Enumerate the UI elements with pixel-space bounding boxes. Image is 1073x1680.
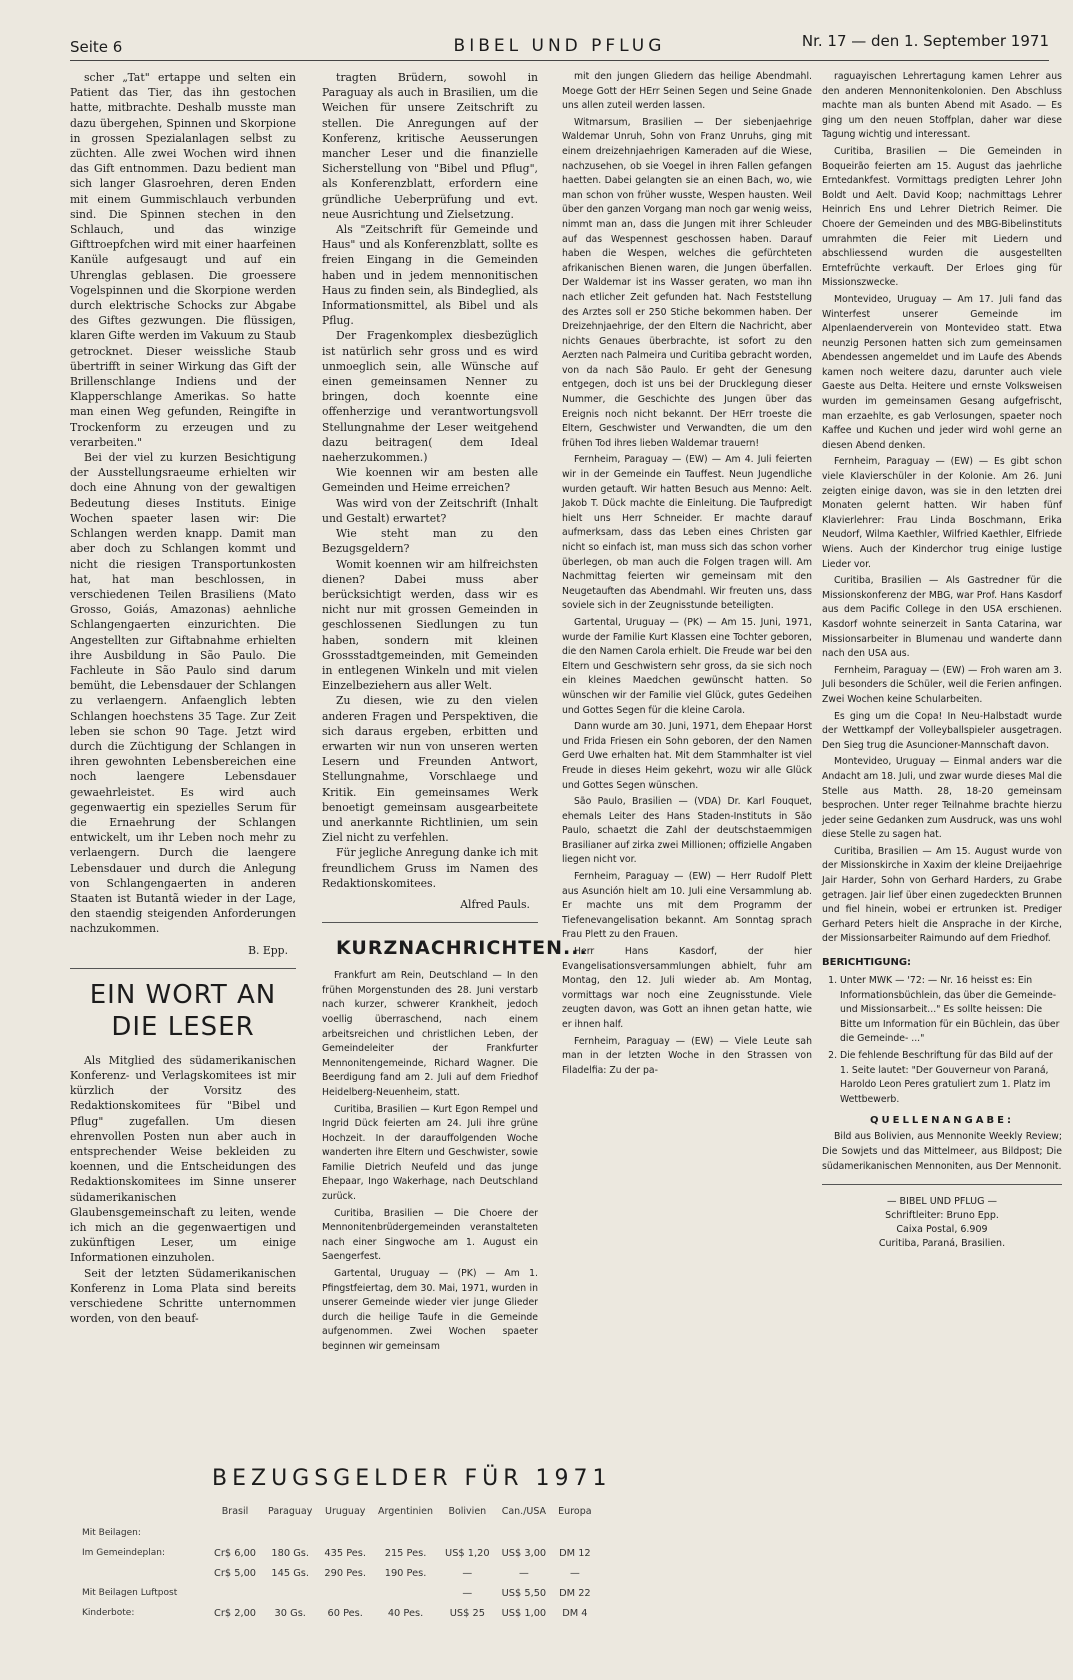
column-header: Argentinien (378, 1506, 434, 1517)
price-cell (262, 1583, 318, 1603)
news-list (562, 70, 812, 1078)
imprint (822, 1195, 1062, 1251)
price-cell (372, 1583, 439, 1603)
author-signature: B. Epp. (248, 943, 288, 957)
table-row (70, 1543, 598, 1563)
paragraph: Wie koennen wir am besten alle Gemeinden und Heime erreichen? (322, 466, 538, 495)
price-cell: — (462, 1567, 473, 1579)
price-cell: Cr$ 5,00 (214, 1567, 257, 1579)
paragraph: Womit koennen wir am hilfreichsten dienen? Dabei muss aber berücksichtigt werden, dass wir es nicht nur mit grossen Gemeinden in geschlossenen Siedlungen zu tun haben, sondern mit kleinen Grossstadtgemeinden, mit Gemeinden in entlegenen Winkeln und mit vielen Einzelbeziehern aus aller Welt. (322, 557, 538, 693)
row-label-header (70, 1506, 208, 1523)
paragraph: Fernheim, Paraguay — (EW) — Viele Leute sah man in der letzten Woche in den Strassen von Filadelfia: Zu der pa- (562, 1035, 812, 1076)
correction-item: 2. Die fehlende Beschriftung für das Bild auf der 1. Seite lautet: "Der Gouverneur von Paraná, Haroldo Leon Peres gratuliert zum 1. Platz im Wettbewerb. (840, 1049, 1062, 1107)
paragraph: Für jegliche Anregung danke ich mit freundlichem Gruss im Namen des Redaktionskomitees. (322, 846, 538, 890)
publication-title: BIBEL UND PFLUG (453, 36, 666, 56)
section-title: KURZNACHRICHTEN... (336, 937, 588, 960)
column-header: Uruguay (325, 1506, 366, 1517)
paragraph: Witmarsum, Brasilien — Der siebenjaehrige Waldemar Unruh, Sohn von Franz Unruhs, ging mit einem dreizehnjaehrigen Kameraden auf die Wiese, nachzusehen, ob sie Voegel in ihren Fallen gefangen haetten. Dabei gelangten sie an einen Bach, wo, wie man schon von früher wusste, Wespen hausten. Weil über den ganzen Vorgang man noch gar wenig weiss, nimmt man an, dass die Jungen mit ihrer Schleuder auf das Wespennest geschossen haben. Darauf haben die Wespen, welches die gefürchteten afrikanischen Bienen waren, die Jungen überfallen. Der Waldemar ist ins Wasser geraten, wo man ihn nach etlicher Zeit gefunden hat. Nach Feststellung des Arztes soll er 250 Stiche bekommen haben. Der Dreizehnjaehrige, der den Eltern die Nachricht, aber nichts Genaues überbrachte, ist sofort zu den Aerzten nach Palmeira und Curitiba gebracht worden, von da nach São Paulo. Er geht der Genesung entgegen, doch ist uns bei der Drucklegung dieser Nummer, die Geschichte des Jungen über das Ereignis noch nicht bekannt. Der HErr troeste die Eltern, Geschwister und Verwandten, die um den frühen Tod ihres lieben Waldemar trauern! (562, 116, 812, 449)
paragraph: Curitiba, Brasilien — Kurt Egon Rempel und Ingrid Dück feierten am 24. Juli ihre grüne Hochzeit. In der darauffolgenden Woche wanderten ihre Eltern und Geschwister, sowie Familie Dietrich Neufeld und das junge Ehepaar, Ingo Wakerhage, nach Deutschland zurück. (322, 1103, 538, 1203)
paragraph: Gartental, Uruguay — (PK) — Am 1. Pfingstfeiertag, dem 30. Mai, 1971, wurden in unserer Gemeinde wieder vier junge Glieder durch die heilige Taufe in die Gemeinde aufgenommen. Zwei Wochen spaeter beginnen wir gemeinsam (322, 1268, 538, 1353)
paragraph: Bei der viel zu kurzen Besichtigung der Ausstellungsraeume erhielten wir doch eine Ahnung von der gewaltigen Bedeutung dieses Instituts. Einige Wochen spaeter lasen wir: Die Schlangen werden knapp. Damit man aber doch zu Schlangen kommt und nicht die riesigen Transportunkosten hat, hat man beschlossen, in verschiedenen Teilen Brasiliens (Mato Grosso, Goiás, Amazonas) aehnliche Schlangengaerten einzurichten. Die Angestellten zur Giftabnahme erhielten ihre Ausbildung in São Paulo. Die Fachleute in São Paulo sind darum bemüht, die Lebensdauer der Schlangen zu verlaengern. Anfaenglich lebten Schlangen hoechstens 35 Tage. Zur Zeit leben sie schon 90 Tage. Jetzt wird durch die Züchtigung der Schlangen in ihren gewohnten Lebensbereichen eine noch laengere Lebensdauer gewaehrleistet. Es wird auch gegenwaertig ein spezielles Serum für die Ernaehrung der Schlangen entwickelt, um ihr Leben noch mehr zu verlaengern. Durch die laengere Lebensdauer und durch die Anlegung von Schlangengaerten in anderen Staaten ist Butantã wieder in der Lage, den staendig steigenden Anforderungen nachzukommen. (70, 451, 296, 936)
column-header: Europa (558, 1506, 592, 1517)
paragraph: Frankfurt am Rein, Deutschland — In den frühen Morgenstunden des 28. Juni verstarb nach kurzer, schwerer Krankheit, jedoch voellig überraschend, nach einem arbeitsreichen und christlichen Leben, der Gemeindeleiter der Frankfurter Mennonitengemeinde, Richard Wagner. Die Beerdigung fand am 2. Juli auf dem Friedhof Heidelberg-Neuenheim, statt. (322, 970, 538, 1098)
paragraph: tragten Brüdern, sowohl in Paraguay als auch in Brasilien, um die Weichen für unsere Zeitschrift zu stellen. Die Anregungen auf der Konferenz, kritische Aeusserungen mancher Leser und die finanzielle Sicherstellung von "Bibel und Pflug", als Konferenzblatt, erfordern eine gründliche Ueberprüfung und evt. neue Ausrichtung und Zielsetzung. (322, 71, 538, 221)
imprint-editor: Schriftleiter: Bruno Epp. (885, 1210, 999, 1222)
row-label: Kinderbote: (82, 1607, 135, 1618)
page-header (70, 32, 1049, 61)
paragraph: Curitiba, Brasilien — Die Gemeinden in Boqueirão feierten am 15. August das jaehrliche Erntedankfest. Vormittags predigten Lehrer John Boldt und Aelt. David Koop; nachmittags Lehrer Heinrich Ens und Lehrer Dietrich Reimer. Die Choere der Gemeinden und des MBG-Bibelinstituts umrahmten die Feier mit Liedern und abschliessend wurden die ausgestellten Erntefrüchte verkauft. Der Erloes ging für Missionszwecke. (822, 145, 1062, 289)
subscription-prices (70, 1466, 810, 1666)
price-cell (439, 1523, 496, 1543)
price-cell: — (569, 1567, 580, 1579)
paragraph: Montevideo, Uruguay — Einmal anders war die Andacht am 18. Juli, und zwar wurde dieses Mal die Stelle aus Matth. 28, 18-20 gemeinsam besprochen. Unter reger Teilnahme brachte hierzu jeder seine Gedanken zum Ausdruck, was uns wohl diese Stelle zu sagen hat. (822, 756, 1062, 841)
news-list (822, 70, 1062, 947)
price-cell: 145 Gs. (271, 1567, 310, 1579)
paragraph: Curitiba, Brasilien — Am 15. August wurde von der Missionskirche in Xaxim der kleine Dreijaehrige Jair Harder, Sohn von Gerhard Harders, zu Grabe getragen. Jair lief über einen zugedeckten Brunnen und fiel hinein, wobei er ertrunken ist. Prediger Gerhard Peters hielt die Ansprache in der Kirche, der Missionsarbeiter Raimundo auf dem Friedhof. (822, 845, 1062, 945)
price-cell (552, 1523, 597, 1543)
price-cell (262, 1523, 318, 1543)
paragraph: Gartental, Uruguay — (PK) — Am 15. Juni, 1971, wurde der Familie Kurt Klassen eine Tochter geboren, die den Namen Carola erhielt. Die Freude war bei den Eltern und Geschwistern sehr gross, da sie sich noch ein kleines Maedchen gewünscht hatten. So wünschen wir der Familie viel Glück, gutes Gedeihen und Gottes Segen für die kleine Carola. (562, 616, 812, 716)
price-cell: DM 22 (559, 1587, 591, 1599)
paragraph: Curitiba, Brasilien — Als Gastredner für die Missionskonferenz der MBG, war Prof. Hans Kasdorf aus dem Pacific College in den USA erschienen. Kasdorf wohnte seinerzeit in Santa Catarina, war Missionsarbeiter in Blumenau und wanderte dann nach den USA aus. (822, 575, 1062, 660)
price-cell: 180 Gs. (271, 1547, 310, 1559)
paragraph: Fernheim, Paraguay — (EW) — Froh waren am 3. Juli besonders die Schüler, weil die Ferien anfingen. Zwei Wochen keine Schularbeiten. (822, 664, 1062, 705)
news-list (322, 969, 538, 1354)
column-header: Brasil (221, 1506, 249, 1517)
price-cell: DM 12 (559, 1547, 591, 1559)
paragraph: Herr Hans Kasdorf, der hier Evangelisationsversammlungen abhielt, fuhr am Montag, den 12. Juli wieder ab. Am Montag, vormittags war noch eine Zeugnisstunde. Viele zeugten davon, was Gott an ihnen getan hatte, wie er ihnen half. (562, 946, 812, 1030)
imprint-title: — BIBEL UND PFLUG — (887, 1196, 997, 1208)
paragraph: raguayischen Lehrertagung kamen Lehrer aus den anderen Mennonitenkolonien. Den Abschluss machte man als bunten Abend mit Asado. — Es ging um den neuen Stoffplan, daher war diese Tagung wichtig und interessant. (822, 71, 1062, 141)
row-label: Mit Beilagen: (82, 1527, 141, 1538)
paragraph: Seit der letzten Südamerikanischen Konferenz in Loma Plata sind bereits verschiedene Schritte unternommen worden, von den beauf- (70, 1266, 296, 1326)
sources-title: QUELLENANGABE: (870, 1115, 1014, 1127)
price-cell: 40 Pes. (387, 1607, 424, 1619)
price-cell: US$ 1,00 (501, 1607, 547, 1619)
paragraph: Es ging um die Copa! In Neu-Halbstadt wurde der Wettkampf der Volleyballspieler ausgetragen. Den Sieg trug die Asuncioner-Mannschaft davon. (822, 710, 1062, 751)
price-cell (318, 1523, 372, 1543)
price-cell (496, 1523, 553, 1543)
article-body-continued (322, 70, 538, 891)
price-cell: — (462, 1587, 473, 1599)
imprint-postbox: Caixa Postal, 6.909 (896, 1224, 988, 1236)
price-cell: US$ 1,20 (445, 1547, 490, 1559)
price-cell: — (518, 1567, 529, 1579)
paragraph: Als Mitglied des südamerikanischen Konferenz- und Verlagskomitees ist mir kürzlich der Vorsitz des Redaktionskomitees für "Bibel und Pflug" zugefallen. Um diesen ehrenvollen Posten nun aber auch in entsprechender Weise bekleiden zu koennen, und die Entscheidungen des Redaktionskomitees im Sinne unserer südamerikanischen Glaubensgemeinschaft zu leiten, wende ich mich an die gegenwaertigen und zukünftigen Leser, um einige Informationen einzuholen. (70, 1053, 296, 1265)
table-row (70, 1583, 598, 1603)
subscription-title: BEZUGSGELDER FÜR 1971 (212, 1466, 612, 1491)
correction-title: BERICHTIGUNG: (822, 957, 912, 969)
price-cell (318, 1583, 372, 1603)
column-2 (322, 70, 588, 1470)
price-cell (208, 1523, 262, 1543)
article-continuation (70, 70, 296, 937)
price-cell: Cr$ 6,00 (214, 1547, 257, 1559)
row-label: Im Gemeindeplan: (82, 1547, 166, 1558)
column-4 (822, 70, 1062, 1650)
table-row (70, 1563, 598, 1583)
price-cell: Cr$ 2,00 (214, 1607, 257, 1619)
price-cell: 290 Pes. (324, 1567, 367, 1579)
paragraph: Zu diesen, wie zu den vielen anderen Fragen und Perspektiven, die sich daraus ergeben, erbitten und erwarten wir nun von unseren werten Lesern und Freunden Antwort, Stellungnahme, Vorschlaege und Kritik. Ein gemeinsames Werk benoetigt gemeinsam ausgearbeitete und anerkannte Richtlinien, um sein Ziel nicht zu verfehlen. (322, 694, 538, 845)
row-label (70, 1563, 208, 1583)
column-header: Can./USA (501, 1506, 547, 1517)
divider (322, 922, 538, 923)
paragraph: Fernheim, Paraguay — (EW) — Es gibt schon viele Klavierschüler in der Kolonie. Am 26. Juni zeigten einige davon, was sie in den letzten drei Monaten gelernt hatten. Wir haben fünf Klavierlehrer: Frau Linda Boschmann, Erika Neudorf, Wilma Kaethler, Wilfried Kaethler, Elfriede Wiens. Auch der Kinderchor trug einige lustige Lieder vor. (822, 456, 1062, 570)
price-cell: US$ 25 (449, 1607, 485, 1619)
imprint-city: Curitiba, Paraná, Brasilien. (878, 1238, 1006, 1250)
table-row (70, 1603, 598, 1623)
price-cell: 215 Pes. (384, 1547, 427, 1559)
price-cell: DM 4 (562, 1607, 588, 1619)
article-title: EIN WORT AN DIE LESER (89, 979, 277, 1042)
price-cell: 435 Pes. (324, 1547, 367, 1559)
page-number: Seite 6 (70, 38, 123, 56)
paragraph: Fernheim, Paraguay — (EW) — Am 4. Juli feierten wir in der Gemeinde ein Tauffest. Neun Jugendliche wurden getauft. Wir hatten Besuch aus Menno: Aelt. Jakob T. Dück machte die Einleitung. Die Taufpredigt hielt uns Herr Schneider. Er machte darauf aufmerksam, dass das Leben eines Christen gar nicht so einfach ist, man muss sich das schon vorher überlegen, ob man auch die Folgen tragen will. Am Nachmittag feierten wir gemeinsam mit den Neugetauften das Abendmahl. Wir freuten uns, dass soviele sich in der Zeugnisstunde beteiligten. (562, 454, 812, 612)
column-header: Bolivien (448, 1506, 487, 1517)
paragraph: Wie steht man zu den Bezugsgeldern? (322, 527, 538, 556)
price-cell (208, 1583, 262, 1603)
divider (70, 968, 296, 969)
column-1 (70, 70, 296, 1400)
correction-list (822, 974, 1062, 1107)
paragraph: scher „Tat" ertappe und selten ein Patient das Tier, das ihn gestochen hatte, mitbrachte. Deshalb musste man dazu übergehen, Spinnen und Skorpione in grossen Spezialanlagen selbst zu züchten. Alle zwei Wochen wird ihnen das Gift entnommen. Dazu bedient man sich langer Glasroehren, deren Enden mit einem Gummischlauch verbunden sind. Die Spinnen stechen in den Schlauch, und das winzige Gifttroepfchen wird mit einer haarfeinen Kanüle aufgesaugt und auf ein Uhrenglas geblasen. Die groessere Vogelspinnen und die Skorpione werden durch elektrische Schocks zur Abgabe des Giftes gezwungen. Die flüssigen, klaren Gifte werden im Vakuum zu Staub getrocknet. Dieser weissliche Staub übertrifft in seiner Wirkung das Gift der Brillenschlange Indiens und der Klapperschlange Amerikas. So hatte man einen Weg gefunden, Reingifte in Trockenform zu erzeugen und zu verarbeiten." (70, 71, 296, 449)
issue-date: Nr. 17 — den 1. September 1971 (801, 32, 1049, 50)
author-signature: Alfred Pauls. (460, 897, 530, 911)
price-cell: 190 Pes. (384, 1567, 427, 1579)
paragraph: São Paulo, Brasilien — (VDA) Dr. Karl Fouquet, ehemals Leiter des Hans Staden-Instituts in São Paulo, schaetzt die Zahl der deutschstaemmigen Brasilianer auf zirka zwei Millionen; offizielle Angaben liegen nicht vor. (562, 796, 812, 866)
column-header: Paraguay (268, 1506, 313, 1517)
price-table-header (70, 1506, 598, 1523)
price-table (70, 1506, 598, 1623)
price-cell: 30 Gs. (274, 1607, 306, 1619)
price-cell (372, 1523, 439, 1543)
paragraph: Der Fragenkomplex diesbezüglich ist natürlich sehr gross und es wird unmoeglich sein, alle Wünsche auf einen gemeinsamen Nenner zu bringen, doch koennte eine offenherzige und verantwortungsvoll Stellungnahme der Leser weitgehend dazu beitragen( dem Ideal naeherzukommen.) (322, 329, 538, 465)
paragraph: Dann wurde am 30. Juni, 1971, dem Ehepaar Horst und Frida Friesen ein Sohn geboren, der den Namen Gerd Uwe erhalten hat. Mit dem Stammhalter ist viel Freude in dieses Heim gekehrt, wozu wir alle Glück und Gottes Segen wünschen. (562, 721, 812, 791)
divider (822, 1184, 1062, 1185)
paragraph: Als "Zeitschrift für Gemeinde und Haus" und als Konferenzblatt, sollte es freien Eingang in die Gemeinden haben und in jedem mennonitischen Haus zu finden sein, als Bindeglied, als Informationsmittel, als Bibel und als Pflug. (322, 223, 538, 328)
paragraph: mit den jungen Gliedern das heilige Abendmahl. Moege Gott der HErr Seinen Segen und Seine Gnade uns allen zuteil werden lassen. (562, 71, 812, 112)
row-label: Mit Beilagen Luftpost (82, 1587, 178, 1598)
paragraph: Montevideo, Uruguay — Am 17. Juli fand das Winterfest unserer Gemeinde im Alpenlaenderverein von Montevideo statt. Etwa neunzig Personen hatten sich zum gemeinsamen Abendessen angemeldet und im Laufe des Abends kamen noch weitere dazu, darunter auch viele Gaeste aus Delta. Heitere und ernste Volksweisen wurden im gemeinsamen Gesang aufgefrischt, man erzaehlte, es gab Verlosungen, spaeter noch Kaffee und Kuchen und jeder wird wohl gerne an diesen Abend denken. (822, 293, 1062, 451)
paragraph: Curitiba, Brasilien — Die Choere der Mennonitenbrüdergemeinden veranstalteten nach einer Singwoche am 1. August ein Saengerfest. (322, 1207, 538, 1263)
paragraph: Was wird von der Zeitschrift (Inhalt und Gestalt) erwartet? (322, 496, 538, 525)
article-body (70, 1053, 296, 1327)
sources-text: Bild aus Bolivien, aus Mennonite Weekly Review; Die Sowjets und das Mittelmeer, aus Bildpost; Die südamerikanischen Mennoniten, aus Der Mennonit. (822, 1131, 1062, 1172)
correction-item: 1. Unter MWK — '72: — Nr. 16 heisst es: Ein Informationsbüchlein, das über die Gemeinde- und Missionsarbeit..." Es sollte heissen: Die Bitte um Information für ein Büchlein, das über die Gemeinde- ..." (840, 974, 1062, 1047)
table-row (70, 1523, 598, 1543)
paragraph: Fernheim, Paraguay — (EW) — Herr Rudolf Plett aus Asunción hielt am 10. Juli eine Versammlung ab. Er machte uns mit dem Programm der Tiefenevangelisation bekannt. Am Sonntag sprach Frau Plett zu den Frauen. (562, 871, 812, 941)
price-cell: US$ 3,00 (501, 1547, 547, 1559)
price-cell: 60 Pes. (327, 1607, 363, 1619)
column-3 (562, 70, 812, 1470)
price-cell: US$ 5,50 (501, 1587, 547, 1599)
